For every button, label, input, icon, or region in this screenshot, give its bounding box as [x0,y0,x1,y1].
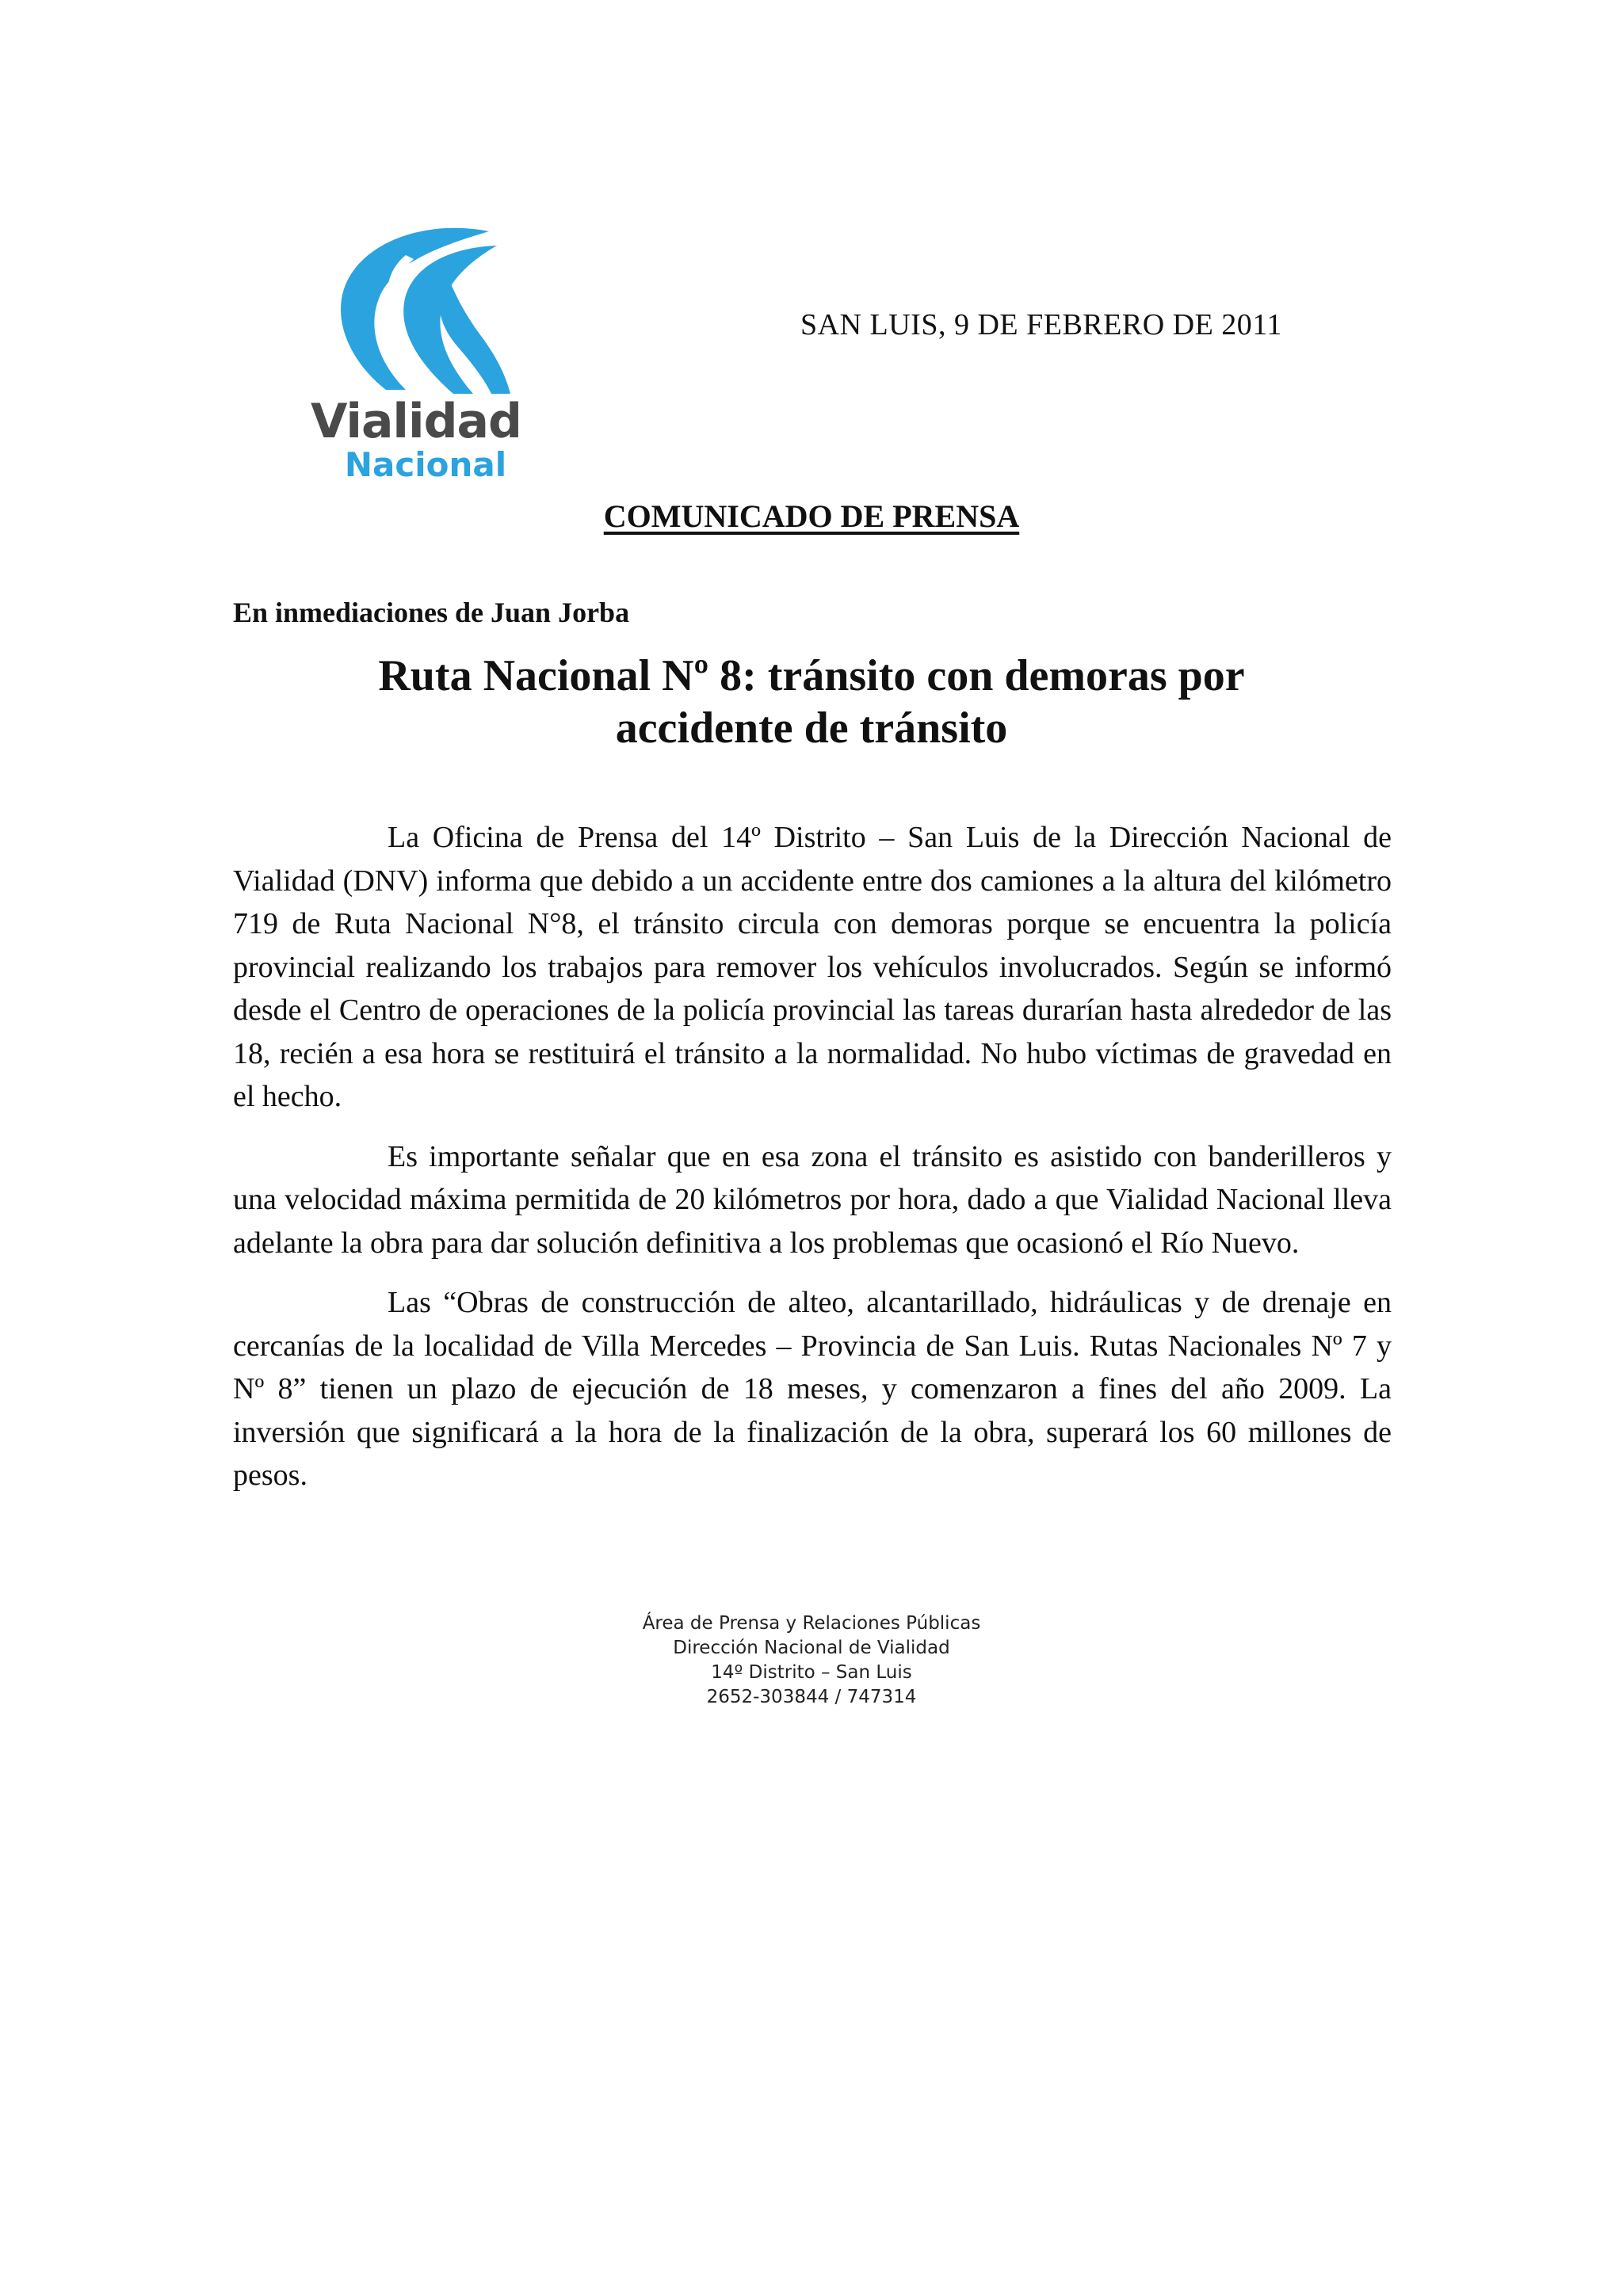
body-paragraph: La Oficina de Prensa del 14º Distrito – San Luis de la Dirección Nacional de Vialidad (DNV) informa que debido a un accidente entre dos camiones a la altura del kilómetro 719 de Ruta Nacional N°8, el tránsito circula con demoras porque se encuentra la policía provincial realizando los trabajos para remover los vehículos involucrados. Según se informó desde el Centro de operaciones de la policía provincial las tareas durarían hasta alrededor de las 18, recién a esa hora se restituirá el tránsito a la normalidad. No hubo víctimas de gravedad en el hecho. [233,821,1392,1113]
headline-line-1: Ruta Nacional Nº 8: tránsito con demoras por [378,651,1245,700]
footer-phone: 2652-303844 / 747314 [706,1687,917,1707]
article-kicker: En inmediaciones de Juan Jorba [233,597,630,628]
footer-organization: Dirección Nacional de Vialidad [673,1638,950,1658]
body-paragraph: Es importante señalar que en esa zona el tránsito es asistido con banderilleros y una velocidad máxima permitida de 20 kilómetros por hora, dado a que Vialidad Nacional lleva adelante la obra para dar solución definitiva a los problemas que ocasionó el Río Nuevo. [233,1139,1392,1260]
road-swirl-icon [311,223,517,402]
footer-district: 14º Distrito – San Luis [711,1662,912,1683]
document-date: SAN LUIS, 9 DE FEBRERO DE 2011 [800,308,1282,341]
article-headline [238,650,1385,754]
body-paragraph: Las “Obras de construcción de alteo, alcantarillado, hidráulicas y de drenaje en cercanías de la localidad de Villa Mercedes – Provincia de San Luis. Rutas Nacionales Nº 7 y Nº 8” tienen un plazo de ejecución de 18 meses, y comenzaron a fines del año 2009. La inversión que significará a la hora de la finalización de la obra, superará los 60 millones de pesos. [233,1286,1392,1492]
logo-wordmark-vialidad: Vialidad [311,394,521,449]
logo-wordmark-nacional: Nacional [344,445,507,484]
contact-footer [0,1611,1623,1710]
article-body [233,816,1392,1514]
footer-department: Área de Prensa y Relaciones Públicas [642,1613,981,1634]
headline-line-2: accidente de tránsito [615,704,1008,753]
press-release-heading: COMUNICADO DE PRENSA [603,498,1020,534]
vialidad-nacional-logo [311,223,533,485]
